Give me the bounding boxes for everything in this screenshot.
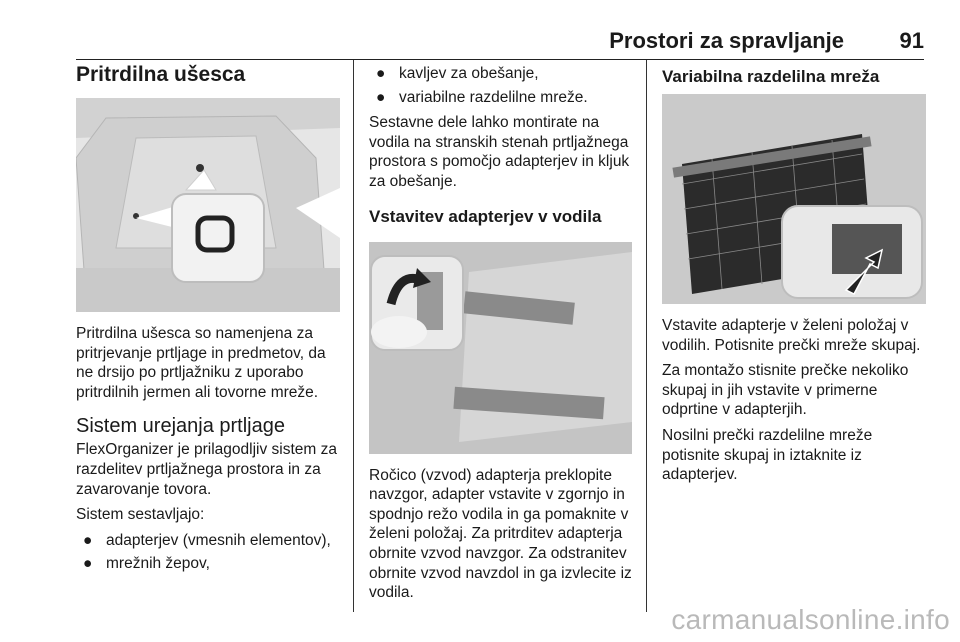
figure-variable-net bbox=[662, 94, 926, 304]
watermark: carmanualsonline.info bbox=[671, 604, 950, 635]
bullet-text: adapterjev (vmesnih elementov), bbox=[106, 531, 331, 549]
page-number: 91 bbox=[899, 28, 924, 53]
column-divider-1 bbox=[353, 60, 354, 612]
page-header bbox=[76, 22, 924, 54]
figure-insert-adapters bbox=[369, 242, 632, 454]
bullet-text: kavljev za obešanje, bbox=[399, 65, 539, 82]
bullet-dot: ● bbox=[376, 65, 386, 82]
header-rule bbox=[76, 59, 924, 60]
bullet-text: variabilne razdelilne mreže. bbox=[399, 88, 588, 106]
bullet-net-pockets bbox=[76, 554, 342, 574]
bullet-dot: ● bbox=[376, 88, 386, 106]
figure-fastening-eyes bbox=[76, 98, 340, 312]
paragraph-insert-net-adapters: Vstavite adapterje v želeni položaj v vodilih. Potisnite prečki mreže skupaj. bbox=[662, 317, 921, 354]
paragraph-flexorganizer: FlexOrganizer je prilagodljiv sistem za razdelitev prtljažnega prostora in za zavarovanje tovora. bbox=[76, 441, 338, 498]
column-1 bbox=[76, 62, 342, 574]
bullet-dot: ● bbox=[83, 555, 93, 573]
paragraph-remove-net: Nosilni prečki razdelilne mreže potisnite skupaj in iztaknite iz adapterjev. bbox=[662, 426, 873, 484]
bullet-dot: ● bbox=[83, 531, 93, 549]
paragraph-insert-adapters: Ročico (vzvod) adapterja preklopite navzgor, adapter vstavite v zgornjo in spodnjo režo vodila in ga pomaknite v želeni položaj. Za pritrditev adapterja obrnite vzvod navzgor. Za odstranitev obrnite vzvod navzdol in ga izvlecite iz vodila. bbox=[369, 466, 632, 602]
bullet-text: mrežnih žepov, bbox=[106, 555, 210, 573]
paragraph-mount-net: Za montažo stisnite prečke nekoliko skupaj in jih vstavite v primerne odprtine v adapterjih. bbox=[662, 362, 909, 419]
bullet-hooks bbox=[369, 64, 632, 84]
paragraph-system-components: Sistem sestavljajo: bbox=[76, 506, 205, 524]
column-divider-2 bbox=[646, 60, 647, 612]
column-3 bbox=[662, 62, 926, 485]
bullet-variable-net bbox=[369, 88, 632, 108]
heading-fastening-eyes: Pritrdilna ušesca bbox=[76, 63, 246, 86]
header-title: Prostori za spravljanje bbox=[609, 28, 844, 53]
paragraph-mounting: Sestavne dele lahko montirate na vodila na stranskih stenah prtljažnega prostora s pomočjo adapterjev in kljuk za obešanje. bbox=[369, 114, 630, 190]
bullet-adapters bbox=[76, 531, 342, 551]
column-2 bbox=[369, 62, 632, 603]
heading-load-management: Sistem urejanja prtljage bbox=[76, 415, 285, 438]
heading-variable-net: Variabilna razdelilna mreža bbox=[662, 67, 880, 86]
paragraph-fastening-eyes: Pritrdilna ušesca so namenjena za pritrjevanje prtljage in predmetov, da ne drsijo po prtljažniku z uporabo pritrdilnih jermen ali tovorne mreže. bbox=[76, 325, 326, 401]
heading-insert-adapters: Vstavitev adapterjev v vodila bbox=[369, 206, 602, 226]
